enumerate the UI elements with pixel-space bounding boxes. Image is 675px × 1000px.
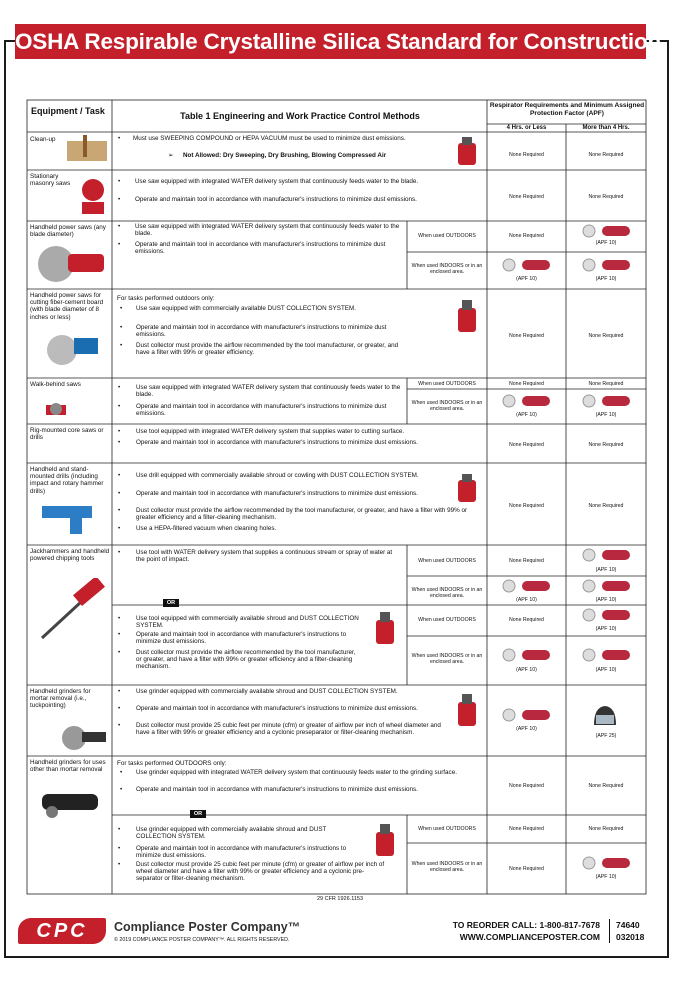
jackhammer-photo <box>34 578 110 644</box>
bullet: • <box>118 688 121 695</box>
header-respirator: Respirator Requirements and Minimum Assigned Protection Factor (APF) <box>489 102 645 117</box>
none-required: None Required <box>509 333 544 339</box>
none-required: None Required <box>588 152 624 158</box>
row-name-rig-mounted: Rig-mounted core saws or drills <box>30 427 104 442</box>
outdoors-label: When used OUTDOORS <box>418 617 476 623</box>
bullet: • <box>118 241 121 248</box>
apf-label: (APF 10) <box>595 626 617 632</box>
bullet: • <box>120 786 123 793</box>
method-text: Operate and maintain tool in accordance with manufacturer's instructions to minimize dust emissions. <box>136 845 347 860</box>
method-text: Operate and maintain tool in accordance with manufacturer's instructions to minimize dust emissions. <box>136 786 418 793</box>
bullet: • <box>118 135 121 142</box>
row-name-fiber-cement-saws: Handheld power saws for cutting fiber-cement board (with blade diameter of 8 inches or less) <box>30 292 104 321</box>
bullet: • <box>118 507 121 514</box>
bullet: • <box>118 472 121 479</box>
outdoors-label: When used OUTDOORS <box>418 826 476 832</box>
header-4hrs-or-less: 4 Hrs. or Less <box>506 125 547 131</box>
website-link[interactable]: WWW.COMPLIANCEPOSTER.COM <box>459 932 600 942</box>
apf-label: (APF 10) <box>595 874 617 880</box>
respirator-icon <box>580 579 632 593</box>
respirator-icon <box>500 648 552 662</box>
method-text: Use saw equipped with integrated WATER delivery system that continuously feeds water to the blade. <box>136 384 401 399</box>
apf-label: (APF 10) <box>595 667 617 673</box>
method-text: Use tool equipped with commercially available shroud and DUST COLLECTION SYSTEM. <box>136 615 359 630</box>
grinder-mortar-photo <box>60 718 108 752</box>
method-text: Use saw equipped with integrated WATER delivery system that continuously feeds water to the blade. <box>135 223 400 238</box>
cpc-logo <box>18 918 106 944</box>
bullet: • <box>118 223 121 230</box>
outdoors-label: When used OUTDOORS <box>418 233 476 239</box>
bullet: • <box>120 324 123 331</box>
bullet: • <box>118 384 121 391</box>
header-more-than-4hrs: More than 4 Hrs. <box>582 125 630 131</box>
method-intro: For tasks performed outdoors only: <box>117 295 215 302</box>
walk-behind-saw-photo <box>42 395 70 421</box>
row-name-drills: Handheld and stand-mounted drills (including impact and rotary hammer drills) <box>30 466 104 495</box>
none-required: None Required <box>588 503 624 509</box>
method-text: Use drill equipped with commercially available shroud or cowling with DUST COLLECTION SYSTEM. <box>136 472 419 479</box>
respirator-icon <box>500 394 552 408</box>
or-divider: OR <box>190 810 206 818</box>
bullet: • <box>118 428 121 435</box>
method-text: Use tool with WATER delivery system that supplies a continuous stream or spray of water at the point of impact. <box>136 549 393 564</box>
handheld-saw-photo <box>32 240 110 286</box>
method-text: Operate and maintain tool in accordance with manufacturer's instructions to minimize dust emissions. <box>136 631 347 646</box>
header-methods: Table 1 Engineering and Work Practice Control Methods <box>180 111 420 121</box>
bullet: • <box>118 631 121 638</box>
row-name-handheld-power-saws: Handheld power saws (any blade diameter) <box>30 224 106 239</box>
none-required: None Required <box>509 783 544 789</box>
respirator-icon <box>500 708 552 722</box>
method-text: Use saw equipped with integrated WATER delivery system that continuously feeds water to the blade. <box>135 178 419 185</box>
masonry-saw-photo <box>76 172 110 218</box>
method-text: Dust collector must provide the airflow recommended by the tool manufacturer, or greater, and have a filter with 99% or greater efficiency and a filter-cleaning mechanism. <box>136 507 468 522</box>
bullet: • <box>118 403 121 410</box>
respirator-icon <box>580 608 632 622</box>
none-required: None Required <box>588 381 624 387</box>
bullet: • <box>118 845 121 852</box>
indoors-label: When used INDOORS or in an enclosed area. <box>411 587 483 599</box>
footer-divider <box>609 919 610 943</box>
none-required: None Required <box>588 194 624 200</box>
bullet: • <box>120 769 123 776</box>
drill-photo <box>34 492 106 540</box>
bullet: • <box>118 490 121 497</box>
method-text: Use grinder equipped with integrated WATER delivery system that continuously feeds water to the grinding surface. <box>136 769 457 776</box>
indoors-label: When used INDOORS or in an enclosed area. <box>411 861 483 873</box>
outdoors-label: When used OUTDOORS <box>418 558 476 564</box>
bullet: • <box>118 861 121 868</box>
none-required: None Required <box>588 442 624 448</box>
dust-collector-icon <box>452 470 482 505</box>
apf-label: (APF 10) <box>516 667 537 673</box>
bullet: • <box>120 305 123 312</box>
citation: 29 CFR 1926.1153 <box>316 896 364 902</box>
method-text: Use tool equipped with integrated WATER delivery system that supplies water to cutting surface. <box>136 428 405 435</box>
dust-collector-icon <box>452 133 482 168</box>
row-name-clean-up: Clean-up <box>30 136 56 143</box>
copyright: © 2019 COMPLIANCE POSTER COMPANY™. ALL RIGHTS RESERVED. <box>114 937 290 943</box>
none-required: None Required <box>509 152 544 158</box>
apf-label: (APF 10) <box>516 597 537 603</box>
apf-label: (APF 10) <box>595 412 617 418</box>
bullet: • <box>118 826 121 833</box>
row-name-grinders-other: Handheld grinders for uses other than mortar removal <box>30 759 106 774</box>
header-equipment: Equipment / Task <box>31 106 105 116</box>
bullet: • <box>118 615 121 622</box>
bullet: • <box>118 649 121 656</box>
respirator-icon <box>580 648 632 662</box>
respirator-icon <box>500 579 552 593</box>
respirator-icon <box>500 258 552 272</box>
method-text: Dust collector must provide the airflow recommended by the tool manufacturer, or greater, and have a filter with 99% or greater efficiency. <box>136 342 399 357</box>
apf-label: (APF 10) <box>516 726 537 732</box>
row-name-jackhammers: Jackhammers and handheld powered chipping tools <box>30 548 110 563</box>
method-text: Dust collector must provide 25 cubic feet per minute (cfm) or greater of airflow per inch of wheel diameter and have a filter with 99% or greater efficiency and a cyclonic pre-separator or filter-cleaning mechanism. <box>136 861 385 883</box>
reorder-phone: TO REORDER CALL: 1-800-817-7678 <box>452 920 600 930</box>
method-text: Use grinder equipped with commercially available shroud and DUST COLLECTION SYSTEM. <box>136 826 327 841</box>
method-text: Operate and maintain tool in accordance with manufacturer's instructions to minimize dust emissions. <box>136 490 418 497</box>
poster-title: OSHA Respirable Crystalline Silica Standard for Construction <box>15 24 646 59</box>
apf-label: (APF 10) <box>595 240 617 246</box>
respirator-icon <box>580 856 632 870</box>
bullet: • <box>118 549 121 556</box>
method-text: Must use SWEEPING COMPOUND or HEPA VACUUM must be used to minimize dust emissions. <box>133 135 406 142</box>
indoors-label: When used INDOORS or in an enclosed area. <box>411 263 483 275</box>
bullet: • <box>118 722 121 729</box>
method-text: Operate and maintain tool in accordance with manufacturer's instructions to minimize dust emissions. <box>136 403 387 418</box>
method-text: Use saw equipped with commercially available DUST COLLECTION SYSTEM. <box>136 305 357 312</box>
none-required: None Required <box>509 233 544 239</box>
none-required: None Required <box>509 381 544 387</box>
method-text: Use a HEPA-filtered vacuum when cleaning holes. <box>136 525 277 532</box>
fiber-cement-saw-photo <box>34 330 104 370</box>
apf-label: (APF 10) <box>516 412 537 418</box>
bullet: • <box>118 439 121 446</box>
none-required: None Required <box>509 866 544 872</box>
method-text: Operate and maintain tool in accordance with manufacturer's instructions to minimize dust emissions. <box>135 196 417 203</box>
indoors-label: When used INDOORS or in an enclosed area. <box>411 400 483 412</box>
method-text: Operate and maintain tool in accordance with manufacturer's instructions to minimize dust emissions. <box>136 324 387 339</box>
bullet: • <box>118 178 121 185</box>
none-required: None Required <box>588 826 624 832</box>
none-required: None Required <box>509 558 544 564</box>
clean-up-photo <box>65 133 110 168</box>
row-name-stationary-masonry-saws: Stationary masonry saws <box>30 173 71 188</box>
apf-label: (APF 10) <box>595 276 617 282</box>
respirator-icon <box>580 394 632 408</box>
company-name: Compliance Poster Company™ <box>114 920 301 934</box>
apf-label: (APF 10) <box>595 597 617 603</box>
powered-air-helmet-icon <box>590 703 620 731</box>
row-name-walk-behind-saws: Walk-behind saws <box>30 381 81 388</box>
dust-collector-icon <box>370 608 400 648</box>
method-text: Use grinder equipped with commercially available shroud and DUST COLLECTION SYSTEM. <box>136 688 398 695</box>
or-divider: OR <box>163 599 179 607</box>
bullet: • <box>120 342 123 349</box>
revision-code: 032018 <box>616 932 645 942</box>
row-name-grinders-mortar: Handheld grinders for mortar removal (i.e., tuckpointing) <box>30 688 91 710</box>
respirator-icon <box>580 548 632 562</box>
apf-label: (APF 25) <box>595 733 617 739</box>
method-intro: For tasks performed OUTDOORS only: <box>117 760 227 767</box>
method-text: Dust collector must provide the airflow recommended by the tool manufacturer, or greater, and have a filter with 99% or greater efficiency and a filter-cleaning mechanism. <box>136 649 356 671</box>
method-text: Operate and maintain tool in accordance with manufacturer's instructions to minimize dust emissions. <box>136 439 418 446</box>
method-text: Not Allowed: Dry Sweeping, Dry Brushing, Blowing Compressed Air <box>183 152 387 159</box>
indoors-label: When used INDOORS or in an enclosed area. <box>411 653 483 665</box>
outdoors-label: When used OUTDOORS <box>418 381 476 387</box>
none-required: None Required <box>509 194 544 200</box>
product-code: 74640 <box>616 920 640 930</box>
none-required: None Required <box>588 333 624 339</box>
dust-collector-icon <box>452 690 482 730</box>
bullet: • <box>118 196 121 203</box>
method-text: Operate and maintain tool in accordance with manufacturer's instructions to minimize dust emissions. <box>135 241 386 256</box>
method-text: Operate and maintain tool in accordance with manufacturer's instructions to minimize dust emissions. <box>136 705 418 712</box>
none-required: None Required <box>509 617 544 623</box>
bullet: • <box>118 525 121 532</box>
dust-collector-icon <box>452 296 482 336</box>
apf-label: (APF 10) <box>595 567 617 573</box>
none-required: None Required <box>509 826 544 832</box>
cpc-logo-text: CPC <box>36 920 88 942</box>
method-text: Dust collector must provide 25 cubic feet per minute (cfm) or greater of airflow per inch of wheel diameter and have a filter with 99% or greater efficiency and a cyclonic preseparator or filter-cleaning mechanism. <box>136 722 441 737</box>
respirator-icon <box>580 258 632 272</box>
none-required: None Required <box>509 503 544 509</box>
none-required: None Required <box>588 783 624 789</box>
grinder-other-photo <box>34 786 106 820</box>
respirator-icon <box>580 224 632 238</box>
dust-collector-icon <box>370 820 400 860</box>
bullet: • <box>118 705 121 712</box>
apf-label: (APF 10) <box>516 276 537 282</box>
none-required: None Required <box>509 442 544 448</box>
arrow: ➢ <box>168 152 174 159</box>
